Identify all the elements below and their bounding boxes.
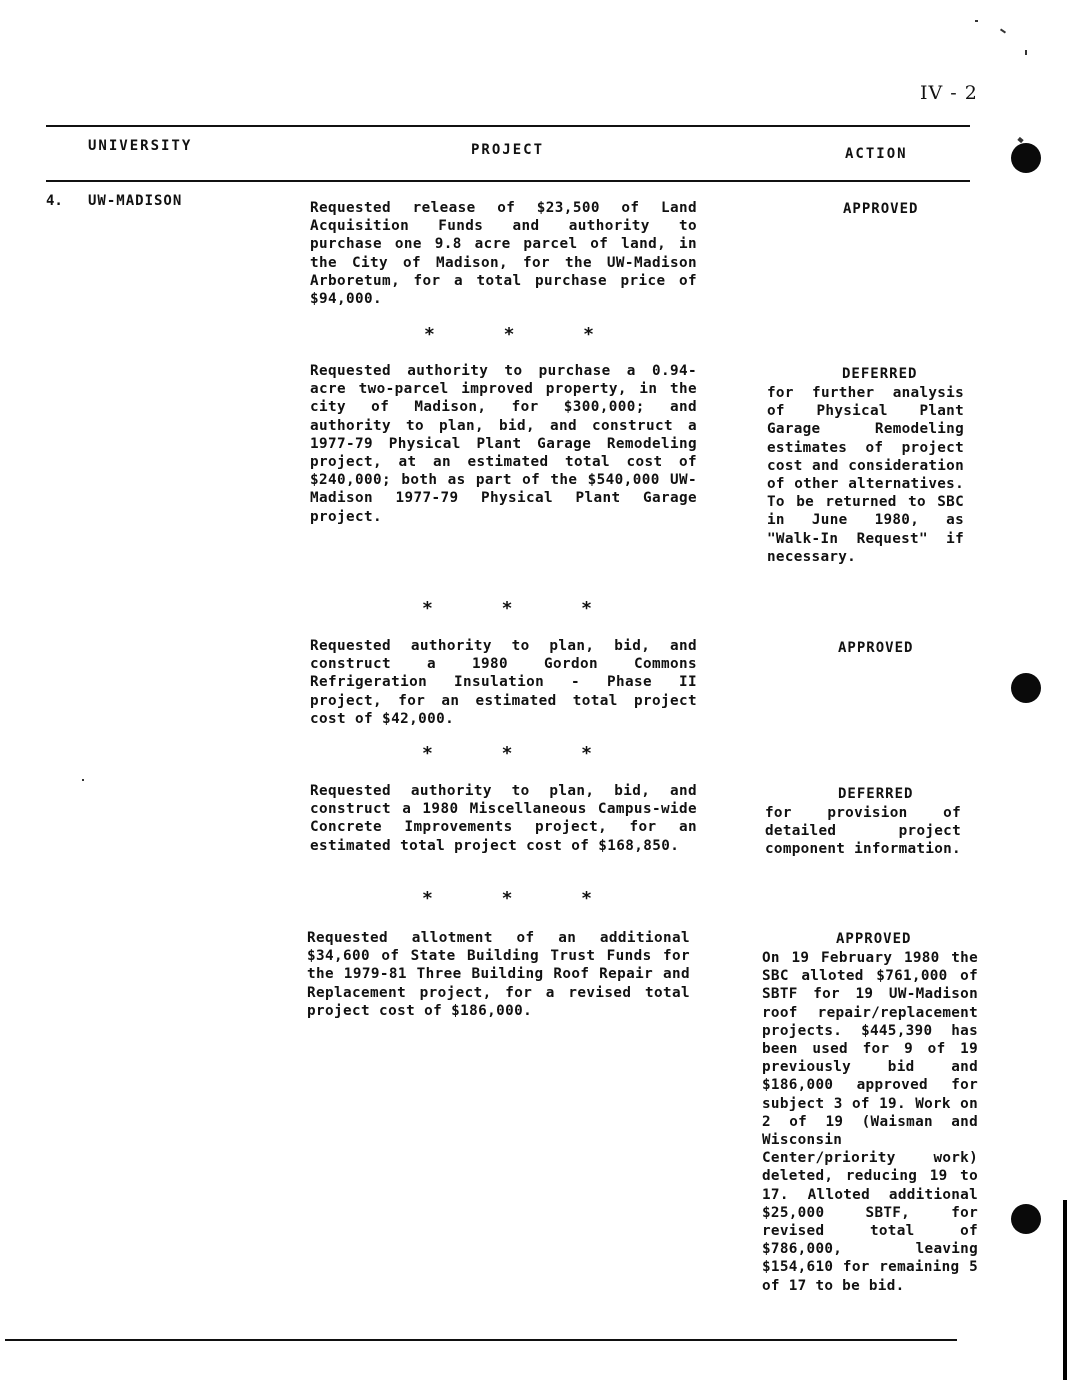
separator-star: * — [501, 743, 513, 764]
punch-hole-middle — [1011, 673, 1041, 703]
page-number: IV - 2 — [920, 82, 978, 104]
action-status-5: APPROVED — [836, 931, 912, 947]
action-status-2: DEFERRED — [842, 366, 918, 382]
separator-star: * — [422, 743, 433, 764]
separator-star: * — [583, 324, 594, 345]
header-top-rule — [46, 125, 970, 127]
separator-star: * — [501, 888, 513, 909]
project-description-5: Requested allotment of an additional $34,600 of State Building Trust Funds for the 1979-81 Three Building Roof Repair and Replacement project, for a revised total project cost of $186,000. — [307, 930, 690, 1019]
scan-speck — [1000, 28, 1006, 33]
header-bottom-rule — [46, 180, 970, 182]
separator-stars-2 — [422, 598, 592, 619]
separator-stars-4 — [422, 888, 592, 909]
action-note-5: On 19 February 1980 the SBC alloted $761,000 of SBTF for 19 UW-Madison roof repair/replacement projects. $445,390 has been used for 9 of 19 previously bid and $186,000 approved for subject 3 of 19. Work on 2 of 19 (Waisman and Wisconsin Center/priority work) deleted, reducing 19 to 17. Alloted additional $25,000 SBTF, for revised total of $786,000, leaving $154,610 for remaining 5 of 17 to be bid. — [762, 950, 978, 1294]
separator-stars-1 — [424, 324, 594, 345]
footer-rule — [5, 1339, 957, 1341]
separator-star: * — [424, 324, 435, 345]
page-edge — [1063, 1200, 1067, 1380]
scan-speck — [975, 20, 978, 22]
project-description-2: Requested authority to purchase a 0.94-acre two-parcel improved property, in the city of Madison, for $300,000; and authority to plan, bid, and construct a 1977-79 Physical Plant Garage Remodeling project, at an estimated total cost of $240,000; both as part of the $540,000 UW-Madison 1977-79 Physical Plant Garage project. — [310, 363, 697, 525]
separator-star: * — [581, 598, 592, 619]
punch-hole-top — [1011, 143, 1041, 173]
project-description-3: Requested authority to plan, bid, and construct a 1980 Gordon Commons Refrigeration Insulation - Phase II project, for an estimated total project cost of $42,000. — [310, 638, 697, 727]
scan-speck — [1025, 50, 1027, 55]
item-number: 4. — [46, 193, 63, 209]
separator-star: * — [501, 598, 513, 619]
separator-star: * — [503, 324, 515, 345]
punch-hole-bottom — [1011, 1204, 1041, 1234]
separator-star: * — [422, 598, 433, 619]
column-header-action: ACTION — [845, 146, 908, 162]
column-header-university: UNIVERSITY — [88, 138, 193, 154]
separator-star: * — [422, 888, 433, 909]
university-name: UW-MADISON — [88, 193, 183, 209]
action-status-4: DEFERRED — [838, 786, 914, 802]
separator-stars-3 — [422, 743, 592, 764]
scan-speck — [82, 779, 84, 781]
action-status-1: APPROVED — [843, 201, 919, 217]
separator-star: * — [581, 743, 592, 764]
action-note-2: for further analysis of Physical Plant Garage Remodeling estimates of project cost and consideration of other alternatives. To be returned to SBC in June 1980, as "Walk-In Request" if necessary. — [767, 385, 964, 565]
action-status-3: APPROVED — [838, 640, 914, 656]
action-note-4: for provision of detailed project component information. — [765, 805, 961, 858]
project-description-1: Requested release of $23,500 of Land Acquisition Funds and authority to purchase one 9.8 acre parcel of land, in the City of Madison, for the UW-Madison Arboretum, for a total purchase price of $94,000. — [310, 200, 697, 308]
separator-star: * — [581, 888, 592, 909]
column-header-project: PROJECT — [471, 142, 545, 158]
project-description-4: Requested authority to plan, bid, and construct a 1980 Miscellaneous Campus-wide Concrete Improvements project, for an estimated total project cost of $168,850. — [310, 783, 697, 854]
